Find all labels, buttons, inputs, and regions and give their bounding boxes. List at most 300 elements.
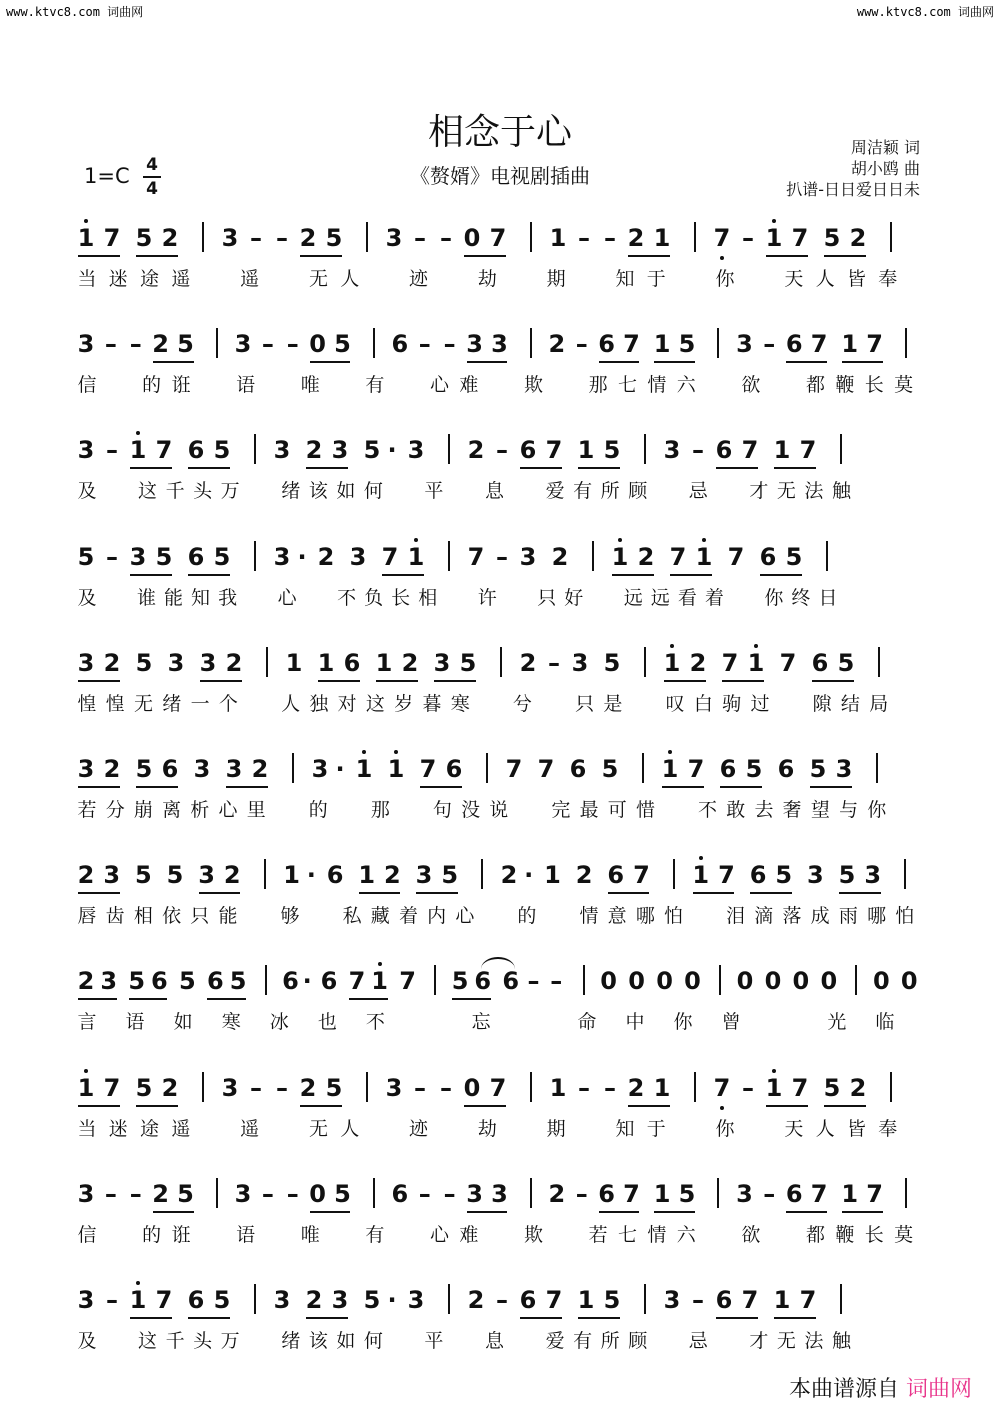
note: 1 xyxy=(549,224,567,252)
beam-underline xyxy=(693,892,735,894)
lyric-char: 心 xyxy=(429,374,449,397)
note: 6 xyxy=(519,1286,537,1314)
extension-dash: – xyxy=(763,330,776,359)
lyric-char: 息 xyxy=(485,480,505,503)
extension-dash: – xyxy=(550,967,563,996)
lyric-char: 欺 xyxy=(523,374,543,397)
lyric-char: 的 xyxy=(517,905,537,928)
lyric-char: 才 xyxy=(749,1330,769,1352)
lyric-char: 若 xyxy=(77,799,97,821)
octave-down-dot xyxy=(720,256,724,260)
footer-site-link[interactable]: 词曲网 xyxy=(905,1377,972,1402)
note: 5 xyxy=(135,648,153,677)
note: 5 xyxy=(213,1286,231,1314)
lyric-char: 何 xyxy=(363,1330,383,1352)
dot: · xyxy=(335,755,345,783)
note: 5 xyxy=(823,224,841,252)
lyric-char: 顾 xyxy=(628,1330,648,1352)
lyric-char: 绪 xyxy=(281,1330,301,1352)
lyric-char: 分 xyxy=(105,799,125,821)
lyric-char: 爱 xyxy=(545,1330,565,1352)
barline xyxy=(878,647,880,677)
note: 7 xyxy=(419,755,437,783)
note: 0 xyxy=(872,967,890,996)
note: 1 xyxy=(773,436,791,465)
extension-dash: – xyxy=(286,1179,299,1208)
barline xyxy=(592,541,594,571)
lyric-char: 滴 xyxy=(754,905,774,928)
lyric-char: 终 xyxy=(791,586,811,609)
beam-underline xyxy=(130,467,172,469)
lyric-char: 有 xyxy=(573,1330,593,1352)
lyrics-line xyxy=(0,1009,1000,1039)
note: 1 xyxy=(746,643,766,683)
note: 6 xyxy=(719,755,737,783)
lyric-char: 情 xyxy=(647,374,667,397)
note: 3 xyxy=(864,861,882,890)
beam-underline xyxy=(578,467,620,469)
lyric-char: 只 xyxy=(537,586,557,609)
barline xyxy=(530,328,532,358)
note: 3 xyxy=(77,436,95,465)
note: 0 xyxy=(684,967,701,996)
lyric-char: 你 xyxy=(673,1011,693,1034)
lyric-char: 皆 xyxy=(846,268,866,290)
lyric-char: 惶 xyxy=(77,692,97,715)
note: 7 xyxy=(741,1286,759,1314)
note: 6 xyxy=(161,755,179,783)
lyric-char: 无 xyxy=(776,1330,796,1352)
extension-dash: – xyxy=(578,224,590,252)
lyric-char: 怕 xyxy=(664,905,684,928)
note: 5 xyxy=(603,436,621,465)
beam-underline xyxy=(78,998,117,1000)
lyric-char: 岁 xyxy=(394,692,414,715)
dot: · xyxy=(387,436,397,465)
lyric-char: 七 xyxy=(617,1223,637,1246)
note: 7 xyxy=(103,1073,121,1102)
extension-dash: – xyxy=(496,542,508,571)
note: 3 xyxy=(77,648,95,677)
lyric-char: 唇 xyxy=(77,905,97,928)
lyric-char: 哪 xyxy=(867,905,887,928)
note: 3 xyxy=(273,1286,291,1314)
note: 7 xyxy=(348,967,366,996)
barline xyxy=(840,434,842,464)
lyric-char: 于 xyxy=(646,1117,666,1140)
lyric-char: 析 xyxy=(190,799,210,821)
note: 0 xyxy=(736,967,754,996)
lyric-char: 哪 xyxy=(635,905,655,928)
note: 5 xyxy=(603,648,621,677)
note: 3 xyxy=(100,967,118,996)
lyric-char: 不 xyxy=(698,799,718,821)
barline xyxy=(366,1072,368,1102)
beam-underline xyxy=(188,574,230,576)
notation-line xyxy=(0,749,1000,789)
barline xyxy=(644,434,646,464)
lyric-char: 好 xyxy=(564,586,584,609)
lyric-char: 最 xyxy=(579,799,599,821)
beam-underline xyxy=(839,892,881,894)
note: 1 xyxy=(76,218,96,258)
dot: · xyxy=(387,1286,397,1314)
lyric-char: 该 xyxy=(308,480,328,503)
lyric-char: 是 xyxy=(603,692,623,715)
lyrics-line xyxy=(0,903,1000,933)
octave-up-dot xyxy=(702,538,706,542)
lyric-char: 途 xyxy=(140,268,160,290)
lyric-char: 光 xyxy=(827,1011,847,1034)
beam-underline xyxy=(750,892,792,894)
barline xyxy=(434,965,436,995)
note: 0 xyxy=(463,224,481,252)
beam-underline xyxy=(722,680,764,682)
song-subtitle: 《赘婿》电视剧插曲 xyxy=(410,164,590,188)
lyric-char: 奢 xyxy=(782,799,802,821)
lyric-char: 心 xyxy=(218,799,238,821)
lyric-char: 许 xyxy=(477,586,497,609)
lyric-char: 依 xyxy=(162,905,182,928)
lyric-char: 人 xyxy=(281,692,301,715)
lyric-char: 惶 xyxy=(105,692,125,715)
note: 1 xyxy=(358,861,376,890)
note: 7 xyxy=(687,755,705,783)
lyric-char: 怕 xyxy=(895,905,915,928)
lyric-char: 鞭 xyxy=(835,1223,855,1246)
notation-line xyxy=(0,1068,1000,1108)
notation-line xyxy=(0,537,1000,577)
beam-underline xyxy=(130,574,172,576)
lyric-char: 长 xyxy=(864,374,884,397)
notation-line xyxy=(0,855,1000,895)
extension-dash: – xyxy=(104,1179,117,1208)
octave-up-dot xyxy=(84,1069,88,1073)
beam-underline xyxy=(842,361,883,363)
note: 5 xyxy=(177,330,194,359)
lyric-char: 六 xyxy=(676,1223,696,1246)
lyric-char: 你 xyxy=(715,1117,735,1140)
beam-underline xyxy=(774,467,816,469)
lyric-char: 万 xyxy=(220,1330,240,1352)
barline xyxy=(373,328,375,358)
octave-up-dot xyxy=(772,1069,776,1073)
note: 3 xyxy=(415,861,433,890)
note: 3 xyxy=(807,861,824,890)
note: 2 xyxy=(519,648,537,677)
note: 3 xyxy=(129,542,147,571)
beam-underline xyxy=(628,1105,670,1107)
note: 6 xyxy=(343,648,361,677)
note: 2 xyxy=(401,648,419,677)
lyric-char: 爱 xyxy=(545,480,565,503)
lyric-char: 能 xyxy=(164,586,184,609)
extension-dash: – xyxy=(418,1179,431,1208)
lyric-char: 欺 xyxy=(523,1223,543,1246)
note: 3 xyxy=(167,648,185,677)
note: 1 xyxy=(317,648,335,677)
note: 5 xyxy=(601,755,619,783)
note: 6 xyxy=(715,436,733,465)
note: 3 xyxy=(663,436,681,465)
note: 2 xyxy=(152,330,169,359)
note: 3 xyxy=(221,1073,239,1102)
lyric-char: 个 xyxy=(218,692,238,715)
lyric-char: 绪 xyxy=(162,692,182,715)
lyric-char: 欲 xyxy=(741,1223,761,1246)
lyric-char: 于 xyxy=(646,268,666,290)
extension-dash: – xyxy=(443,330,456,359)
note: 5 xyxy=(459,648,477,677)
extension-dash: – xyxy=(261,330,274,359)
note: 7 xyxy=(712,218,732,258)
lyric-char: 都 xyxy=(805,1223,825,1246)
lyric-char: 着 xyxy=(398,905,418,928)
lyric-char: 唯 xyxy=(300,374,320,397)
lyric-char: 可 xyxy=(607,799,627,821)
beam-underline xyxy=(136,786,178,788)
note: 6 xyxy=(777,755,795,783)
note: 7 xyxy=(399,967,416,996)
beam-underline xyxy=(129,998,168,1000)
lyric-char: 句 xyxy=(432,799,452,821)
beam-underline xyxy=(188,1317,230,1319)
lyric-char: 隙 xyxy=(812,692,832,715)
note: 3 xyxy=(466,1179,483,1208)
beam-underline xyxy=(520,1317,562,1319)
lyric-char: 天 xyxy=(784,268,804,290)
beam-underline xyxy=(786,1211,827,1213)
barline xyxy=(905,328,907,358)
lyric-char: 无 xyxy=(308,1117,328,1140)
lyrics-line xyxy=(0,585,1000,615)
note: 7 xyxy=(489,224,507,252)
lyrics-line xyxy=(0,478,1000,508)
note: 6 xyxy=(569,755,587,783)
note: 5 xyxy=(441,861,459,890)
lyric-char: 平 xyxy=(424,1330,444,1352)
note: 6 xyxy=(474,967,492,996)
note: 2 xyxy=(575,861,593,890)
beam-underline xyxy=(774,1317,816,1319)
barline xyxy=(719,965,721,995)
note: 0 xyxy=(900,967,918,996)
lyric-char: 心 xyxy=(455,905,475,928)
lyric-char: 欲 xyxy=(741,374,761,397)
beam-underline xyxy=(654,361,695,363)
note: 1 xyxy=(76,1068,96,1108)
note: 1 xyxy=(370,961,390,1001)
song-title: 相念于心 xyxy=(427,112,572,153)
beam-underline xyxy=(78,892,120,894)
lyric-char: 你 xyxy=(867,799,887,821)
note: 3 xyxy=(273,436,291,465)
lyric-char: 语 xyxy=(236,1223,256,1246)
beam-underline xyxy=(842,1211,883,1213)
extension-dash: – xyxy=(129,1179,142,1208)
note: 2 xyxy=(161,224,179,252)
note: 2 xyxy=(627,224,645,252)
lyrics-line xyxy=(0,266,1000,296)
octave-down-dot xyxy=(720,1106,724,1110)
lyric-char: 也 xyxy=(317,1011,337,1034)
extension-dash: – xyxy=(578,1073,590,1102)
extension-dash: – xyxy=(286,330,299,359)
barline xyxy=(890,1072,892,1102)
lyric-char: 远 xyxy=(650,586,670,609)
lyric-char: 该 xyxy=(308,1330,328,1352)
note: 7 xyxy=(727,542,745,571)
barline xyxy=(254,541,256,571)
note: 3 xyxy=(385,224,403,252)
octave-up-dot xyxy=(668,750,672,754)
extension-dash: – xyxy=(414,1073,426,1102)
note: 6 xyxy=(749,861,767,890)
notation-line xyxy=(0,1280,1000,1320)
lyric-char: 当 xyxy=(77,1117,97,1140)
lyric-char: 远 xyxy=(623,586,643,609)
lyric-char: 言 xyxy=(77,1011,97,1034)
note: 5 xyxy=(213,436,231,465)
beam-underline xyxy=(300,1105,342,1107)
note: 2 xyxy=(637,542,655,571)
beam-underline xyxy=(664,680,706,682)
lyric-char: 如 xyxy=(336,1330,356,1352)
notation-line xyxy=(0,961,1000,1001)
note: 2 xyxy=(551,542,569,571)
note: 6 xyxy=(785,1179,803,1208)
note: 7 xyxy=(791,224,809,252)
beam-underline xyxy=(300,255,342,257)
note: 3 xyxy=(234,330,252,359)
beam-underline xyxy=(578,1317,620,1319)
note: 6 xyxy=(187,1286,205,1314)
lyric-char: 局 xyxy=(869,692,889,715)
lyric-char: 语 xyxy=(236,374,256,397)
note: 6 xyxy=(187,436,205,465)
barline xyxy=(673,859,675,889)
lyric-char: 何 xyxy=(363,480,383,503)
barline xyxy=(840,1284,842,1314)
extension-dash: – xyxy=(604,1073,616,1102)
note: 5 xyxy=(603,1286,621,1314)
lyric-char: 头 xyxy=(193,480,213,503)
barline xyxy=(583,965,585,995)
beam-underline xyxy=(306,1317,348,1319)
note: 7 xyxy=(505,755,523,783)
lyric-char: 负 xyxy=(364,586,384,609)
note: 1 xyxy=(773,1286,791,1314)
extension-dash: – xyxy=(440,224,452,252)
beam-underline xyxy=(136,1105,178,1107)
note: 3 xyxy=(77,1179,95,1208)
note: 7 xyxy=(467,542,485,571)
dot: · xyxy=(306,861,316,890)
note: 3 xyxy=(199,648,217,677)
note: 5 xyxy=(325,224,343,252)
lyric-char: 诳 xyxy=(171,1223,191,1246)
lyric-char: 这 xyxy=(365,692,385,715)
note: 2 xyxy=(305,436,323,465)
note: 5 xyxy=(177,1179,194,1208)
note: 3 xyxy=(77,1286,95,1314)
note: 3 xyxy=(466,330,483,359)
lyric-char: 寒 xyxy=(450,692,470,715)
barline xyxy=(202,1072,204,1102)
lyric-char: 期 xyxy=(546,1117,566,1140)
lyric-char: 谁 xyxy=(136,586,156,609)
lyric-char: 看 xyxy=(677,586,697,609)
lyrics-line xyxy=(0,691,1000,721)
note: 7 xyxy=(103,224,121,252)
lyric-char: 奉 xyxy=(878,1117,898,1140)
footer-text: 本曲谱源自 xyxy=(788,1377,899,1402)
note: 7 xyxy=(718,861,735,890)
note: 5 xyxy=(837,648,855,677)
note: 7 xyxy=(712,1068,732,1108)
beam-underline xyxy=(188,467,230,469)
lyric-char: 遥 xyxy=(240,1117,260,1140)
note: 2 xyxy=(548,1179,566,1208)
beam-underline xyxy=(824,255,866,257)
lyric-char: 人 xyxy=(340,1117,360,1140)
beam-underline xyxy=(670,574,712,576)
octave-up-dot xyxy=(378,962,382,966)
note: 6 xyxy=(326,861,344,890)
note: 6 xyxy=(445,755,463,783)
barline xyxy=(254,1284,256,1314)
extension-dash: – xyxy=(106,436,118,465)
note: 3 xyxy=(193,755,211,783)
lyric-char: 语 xyxy=(125,1011,145,1034)
note: 1 xyxy=(354,749,374,789)
extension-dash: – xyxy=(106,1286,118,1314)
barline xyxy=(855,965,857,995)
note: 3 xyxy=(331,436,349,465)
note: 3 xyxy=(663,1286,681,1314)
note: 1 xyxy=(694,537,714,577)
time-signature-bar xyxy=(143,176,161,178)
extension-dash: – xyxy=(692,1286,704,1314)
barline xyxy=(644,1284,646,1314)
lyric-char: 鞭 xyxy=(835,374,855,397)
beam-underline xyxy=(467,361,508,363)
notation-line xyxy=(0,1174,1000,1214)
barline xyxy=(530,222,532,252)
beam-underline xyxy=(318,680,360,682)
note: 2 xyxy=(500,861,518,890)
lyric-char: 所 xyxy=(600,480,620,503)
note: 7 xyxy=(799,1286,817,1314)
lyric-char: 法 xyxy=(804,1330,824,1352)
lyric-char: 中 xyxy=(625,1011,645,1034)
beam-underline xyxy=(786,361,827,363)
beam-underline xyxy=(78,680,120,682)
lyric-char: 人 xyxy=(815,1117,835,1140)
note: 2 xyxy=(77,861,95,890)
lyrics-line xyxy=(0,372,1000,402)
barline xyxy=(373,1178,375,1208)
note: 7 xyxy=(623,330,640,359)
lyric-char: 结 xyxy=(840,692,860,715)
note: 5 xyxy=(213,542,231,571)
note: 5 xyxy=(363,1286,381,1314)
barline xyxy=(486,753,488,783)
note: 2 xyxy=(317,542,335,571)
barline xyxy=(265,965,267,995)
lyric-char: 有 xyxy=(365,1223,385,1246)
lyric-char: 难 xyxy=(459,1223,479,1246)
